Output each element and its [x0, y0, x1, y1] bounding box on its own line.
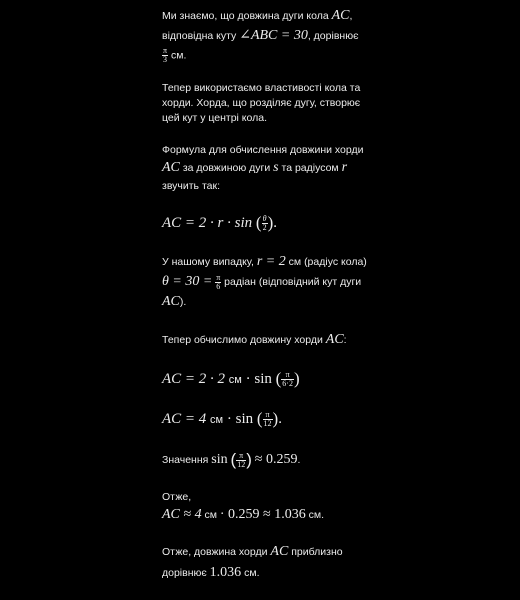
- formula-step-1: AC = 2 · 2 см · sin ( $\frac{\pi}{6\cdot 2}$ ): [162, 368, 300, 388]
- paragraph-arc-length: Ми знаємо, що довжина дуги кола AC, відповідна куту ∠ABC = 30, дорівнює $\frac{\pi}{3}$ см.: [162, 8, 359, 64]
- math-ac: AC: [162, 160, 180, 176]
- text: (радіус кола): [304, 255, 367, 268]
- text: дорівнює: [162, 566, 207, 579]
- fraction-pi-6: $\frac{\pi}{6}$: [216, 272, 221, 291]
- text: Значення: [162, 454, 209, 467]
- formula-chord-general: AC = 2 · r · sin ( $\frac{\theta}{2}$ ).: [162, 212, 277, 232]
- paragraph-formula-intro: [162, 143, 392, 194]
- paragraph-sin-value: Значення sin ( $\frac{\pi}{12}$ ) ≈ 0.259.: [162, 450, 301, 470]
- text: Тепер використаємо властивості кола та: [162, 81, 361, 94]
- math-r: r: [341, 160, 348, 176]
- text: Отже,: [162, 490, 192, 503]
- math-ac: AC: [162, 294, 180, 310]
- unit: см: [244, 566, 257, 579]
- unit: см: [308, 508, 322, 521]
- math-ac: AC: [325, 331, 344, 347]
- math-s: s: [273, 160, 279, 176]
- formula-step-2: AC = 4 см · sin ( $\frac{\pi}{12}$ ).: [162, 409, 282, 429]
- paragraph-compute: Тепер обчислимо довжину хорди AC:: [162, 331, 347, 347]
- math-ac: AC: [331, 8, 350, 23]
- unit: см: [204, 508, 217, 521]
- text: ).: [179, 296, 187, 309]
- answer-column: [162, 6, 392, 600]
- math-result: · 0.259 ≈ 1.036: [219, 506, 306, 522]
- paragraph-result: Отже, AC ≈ 4 см · 0.259 ≈ 1.036 см.: [162, 490, 325, 522]
- unit: см: [170, 48, 184, 61]
- text: радіан (відповідний кут дуги: [224, 275, 362, 288]
- text: хорди. Хорда, що розділяє дугу, створює: [162, 96, 361, 109]
- text: Отже, довжина хорди: [162, 546, 268, 559]
- fraction-pi-3: $\frac{\pi}{3}$: [163, 45, 168, 64]
- math-r: r = 2: [256, 253, 286, 269]
- text: Формула для обчислення довжини хорди: [162, 144, 364, 157]
- paragraph-conclusion: Отже, довжина хорди AC приблизно дорівнює 1.036 см.: [162, 544, 343, 580]
- text: цей кут у центрі кола.: [162, 112, 268, 125]
- math-theta: θ = 30 =: [162, 273, 213, 289]
- math-result: AC ≈ 4: [162, 506, 202, 522]
- text: У нашому випадку,: [162, 255, 254, 268]
- fraction-pi-12: $\frac{\pi}{12}$: [237, 450, 246, 469]
- math-angle: ∠ABC = 30: [239, 28, 308, 44]
- text: Ми знаємо, що довжина дуги кола: [162, 10, 329, 22]
- text: Тепер обчислимо довжину хорди: [162, 333, 323, 346]
- text: та радіусом: [281, 162, 339, 175]
- text: , дорівнює: [307, 30, 359, 43]
- math-ac: AC: [270, 544, 289, 560]
- math-sin: sin: [211, 452, 228, 468]
- text: приблизно: [291, 546, 343, 559]
- text: звучить так:: [162, 179, 220, 192]
- paragraph-our-case: [162, 252, 392, 313]
- math-value: ≈ 0.259: [254, 452, 298, 468]
- text: за довжиною дуги: [182, 162, 271, 175]
- unit: см: [288, 255, 302, 268]
- paragraph-chord-property: [162, 81, 392, 127]
- text: відповідна куту: [162, 30, 237, 43]
- math-value: 1.036: [209, 564, 242, 580]
